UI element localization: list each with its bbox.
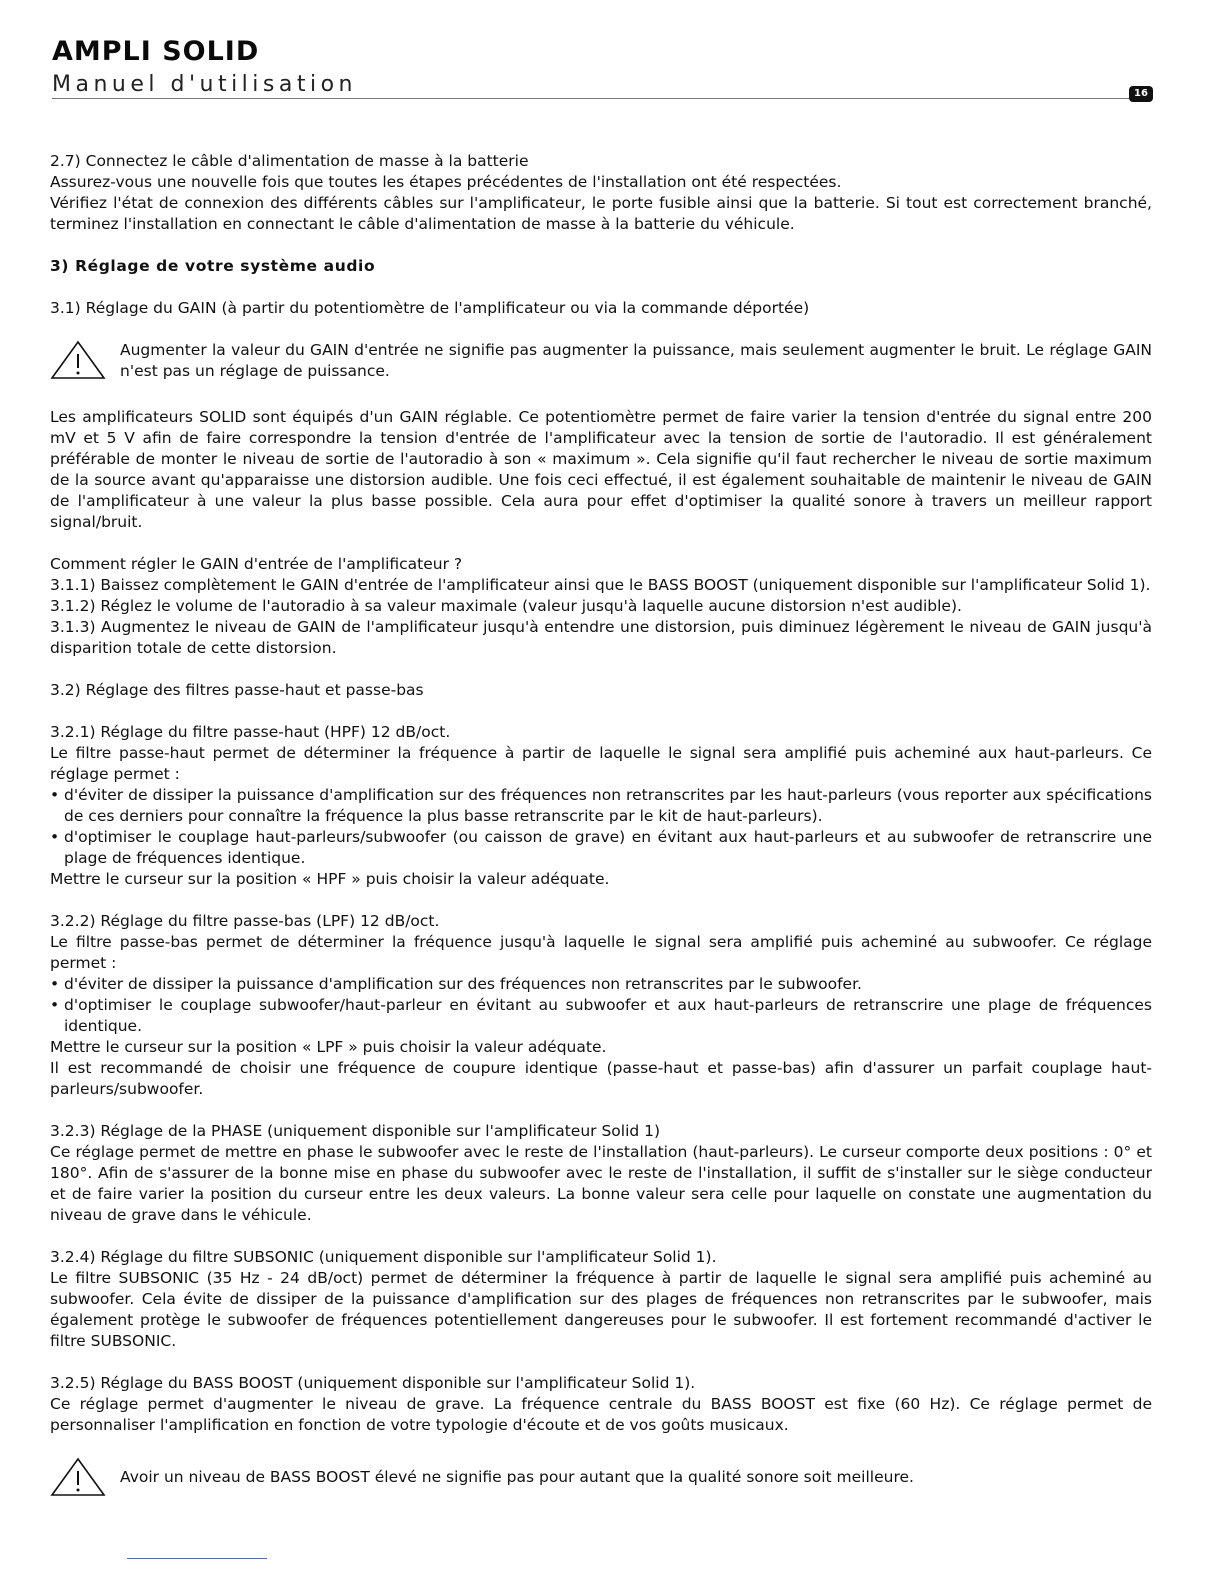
list-item: • d'éviter de dissiper la puissance d'amplification sur des fréquences non retranscrites par les haut-parleurs (vous reporter aux spécifications de ces derniers pour connaître la fréquence la plus basse retranscrite par le kit de haut-parleurs). xyxy=(50,786,1152,825)
list-item: • d'optimiser le couplage haut-parleurs/subwoofer (ou caisson de grave) en évitant aux haut-parleurs et au subwoofer de retranscrire une plage de fréquences identique. xyxy=(50,828,1152,867)
paragraph: Comment régler le GAIN d'entrée de l'amplificateur ? xyxy=(50,555,463,573)
warning-triangle-icon xyxy=(50,1457,120,1503)
section-3-2-3-title: 3.2.3) Réglage de la PHASE (uniquement disponible sur l'amplificateur Solid 1) xyxy=(50,1122,661,1140)
section-2-7-title: 2.7) Connectez le câble d'alimentation de masse à la batterie xyxy=(50,152,529,170)
step-3-1-3: 3.1.3) Augmentez le niveau de GAIN de l'amplificateur jusqu'à entendre une distorsion, puis diminuez légèrement le niveau de GAIN jusqu'à disparition totale de cette distorsion. xyxy=(50,618,1152,657)
section-3-2-2-title: 3.2.2) Réglage du filtre passe-bas (LPF) 12 dB/oct. xyxy=(50,912,440,930)
section-3-2-title: 3.2) Réglage des filtres passe-haut et passe-bas xyxy=(50,681,424,699)
paragraph: Vérifiez l'état de connexion des différents câbles sur l'amplificateur, le porte fusible ainsi que la batterie. Si tout est correctement branché, terminez l'installation en connectant le câble d'alimentation de masse à la batterie du véhicule. xyxy=(50,194,1152,233)
warning-note xyxy=(50,340,1152,386)
footer-rule xyxy=(127,1558,267,1559)
list-item-text: d'optimiser le couplage haut-parleurs/subwoofer (ou caisson de grave) en évitant aux haut-parleurs et au subwoofer de retranscrire une plage de fréquences identique. xyxy=(64,828,1152,867)
step-3-1-2: 3.1.2) Réglez le volume de l'autoradio à sa valeur maximale (valeur jusqu'à laquelle aucune distorsion n'est audible). xyxy=(50,597,962,615)
page-number-badge: 16 xyxy=(1129,86,1153,102)
list-item: • d'optimiser le couplage subwoofer/haut-parleur en évitant au subwoofer et aux haut-parleurs de retranscrire une plage de fréquences identique. xyxy=(50,996,1152,1035)
paragraph: Il est recommandé de choisir une fréquence de coupure identique (passe-haut et passe-bas) afin d'assurer un parfait couplage haut-parleurs/subwoofer. xyxy=(50,1059,1152,1098)
warning-text: Augmenter la valeur du GAIN d'entrée ne signifie pas augmenter la puissance, mais seulement augmenter le bruit. Le réglage GAIN n'est pas un réglage de puissance. xyxy=(120,341,1152,380)
list-item: • d'éviter de dissiper la puissance d'amplification sur des fréquences non retranscrites par le subwoofer. xyxy=(50,974,1152,995)
paragraph: Le filtre passe-haut permet de déterminer la fréquence à partir de laquelle le signal sera amplifié puis acheminé aux haut-parleurs. Ce réglage permet : xyxy=(50,744,1152,783)
step-3-1-1: 3.1.1) Baissez complètement le GAIN d'entrée de l'amplificateur ainsi que le BASS BOOST (uniquement disponible sur l'amplificateur Solid 1). xyxy=(50,576,1151,594)
section-3-2-5-title: 3.2.5) Réglage du BASS BOOST (uniquement disponible sur l'amplificateur Solid 1). xyxy=(50,1374,696,1392)
paragraph: Mettre le curseur sur la position « HPF » puis choisir la valeur adéquate. xyxy=(50,870,610,888)
section-3-2-1-title: 3.2.1) Réglage du filtre passe-haut (HPF) 12 dB/oct. xyxy=(50,723,451,741)
header-rule xyxy=(52,98,1152,99)
section-3-1-title: 3.1) Réglage du GAIN (à partir du potentiomètre de l'amplificateur ou via la commande déportée) xyxy=(50,299,810,317)
paragraph: Ce réglage permet de mettre en phase le subwoofer avec le reste de l'installation (haut-parleurs). Le curseur comporte deux positions : 0° et 180°. Afin de s'assurer de la bonne mise en phase du subwoofer avec le reste de l'installation, il suffit de s'installer sur le siège conducteur et de faire varier la position du curseur entre les deux valeurs. La bonne valeur sera celle pour laquelle on constate une augmentation du niveau de grave dans le véhicule. xyxy=(50,1143,1152,1224)
warning-triangle-icon xyxy=(50,340,120,386)
section-3-heading: 3) Réglage de votre système audio xyxy=(50,257,376,275)
paragraph: Assurez-vous une nouvelle fois que toutes les étapes précédentes de l'installation ont été respectées. xyxy=(50,173,842,191)
manual-subtitle: Manuel d'utilisation xyxy=(52,72,357,97)
paragraph: Les amplificateurs SOLID sont équipés d'un GAIN réglable. Ce potentiomètre permet de faire varier la tension d'entrée du signal entre 200 mV et 5 V afin de faire correspondre la tension d'entrée de l'amplificateur avec la tension de sortie de l'autoradio. Il est généralement préférable de monter le niveau de sortie de l'autoradio à son « maximum ». Cela signifie qu'il faut rechercher le niveau de sortie maximum de la source avant qu'apparaisse une distorsion audible. Une fois ceci effectué, il est également souhaitable de maintenir le niveau de GAIN de l'amplificateur à une valeur la plus basse possible. Cela aura pour effet d'optimiser la qualité sonore à travers un meilleur rapport signal/bruit. xyxy=(50,408,1152,531)
list-item-text: d'éviter de dissiper la puissance d'amplification sur des fréquences non retranscrites par le subwoofer. xyxy=(64,975,862,993)
paragraph: Mettre le curseur sur la position « LPF » puis choisir la valeur adéquate. xyxy=(50,1038,607,1056)
paragraph: Ce réglage permet d'augmenter le niveau de grave. La fréquence centrale du BASS BOOST est fixe (60 Hz). Ce réglage permet de personnaliser l'amplification en fonction de votre typologie d'écoute et de vos goûts musicaux. xyxy=(50,1395,1152,1434)
paragraph: Le filtre passe-bas permet de déterminer la fréquence jusqu'à laquelle le signal sera amplifié puis acheminé au subwoofer. Ce réglage permet : xyxy=(50,933,1152,972)
list-item-text: d'optimiser le couplage subwoofer/haut-parleur en évitant au subwoofer et aux haut-parleurs de retranscrire une plage de fréquences identique. xyxy=(64,996,1152,1035)
paragraph: Le filtre SUBSONIC (35 Hz - 24 dB/oct) permet de déterminer la fréquence à partir de laquelle le signal sera amplifié puis acheminé au subwoofer. Cela évite de dissiper de la puissance d'amplification sur des plages de fréquences non retranscrites par le subwoofer, mais également protège le subwoofer de fréquences potentiellement dangereuses pour le subwoofer. Il est fortement recommandé d'activer le filtre SUBSONIC. xyxy=(50,1269,1152,1350)
document-body xyxy=(50,151,1152,1503)
section-3-2-4-title: 3.2.4) Réglage du filtre SUBSONIC (uniquement disponible sur l'amplificateur Solid 1). xyxy=(50,1248,717,1266)
list-item-text: d'éviter de dissiper la puissance d'amplification sur des fréquences non retranscrites par les haut-parleurs (vous reporter aux spécifications de ces derniers pour connaître la fréquence la plus basse retranscrite par le kit de haut-parleurs). xyxy=(64,786,1152,825)
warning-note xyxy=(50,1457,1152,1503)
warning-text: Avoir un niveau de BASS BOOST élevé ne signifie pas pour autant que la qualité sonore soit meilleure. xyxy=(120,1468,914,1486)
brand-title: AMPLI SOLID xyxy=(52,36,260,67)
